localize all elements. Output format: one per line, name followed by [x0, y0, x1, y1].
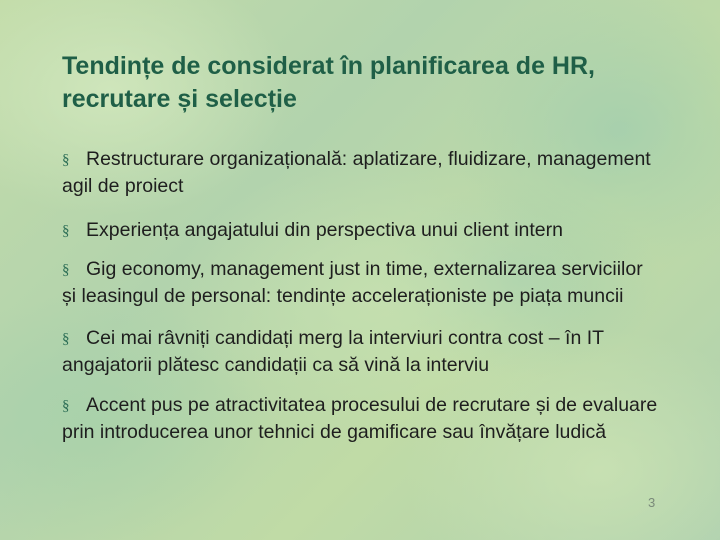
bullet-text: Accent pus pe atractivitatea procesului de recrutare și de evaluare prin introducerea unor tehnici de gamificare sau învățare ludică [62, 394, 658, 443]
slide-number: 3 [648, 495, 656, 510]
bullet-marker-icon: § [62, 262, 70, 278]
bullet-text: Cei mai râvniți candidați merg la interviuri contra cost – în IT angajatorii plătesc candidații ca să vină la interviu [62, 327, 604, 376]
bullet-text: Gig economy, management just in time, externalizarea serviciilor și leasingul de personal: tendințe acceleraționiste pe piața muncii [62, 258, 643, 307]
bullet-text: Restructurare organizațională: aplatizare, fluidizare, management agil de proiect [62, 148, 651, 197]
bullet-text: Experiența angajatului din perspectiva unui client intern [86, 219, 563, 241]
bullet-marker-icon: § [62, 398, 70, 414]
bullet-item [62, 392, 662, 445]
bullet-marker-icon: § [62, 331, 70, 347]
bullet-marker-icon: § [62, 152, 70, 168]
bullet-item [62, 325, 662, 378]
bullet-item [62, 256, 662, 309]
slide-title: Tendințe de considerat în planificarea de HR, recrutare și selecție [62, 52, 595, 113]
bullet-item [62, 146, 662, 199]
bullet-marker-icon: § [62, 223, 70, 239]
bullet-item [62, 217, 662, 244]
bullet-list [62, 146, 662, 463]
